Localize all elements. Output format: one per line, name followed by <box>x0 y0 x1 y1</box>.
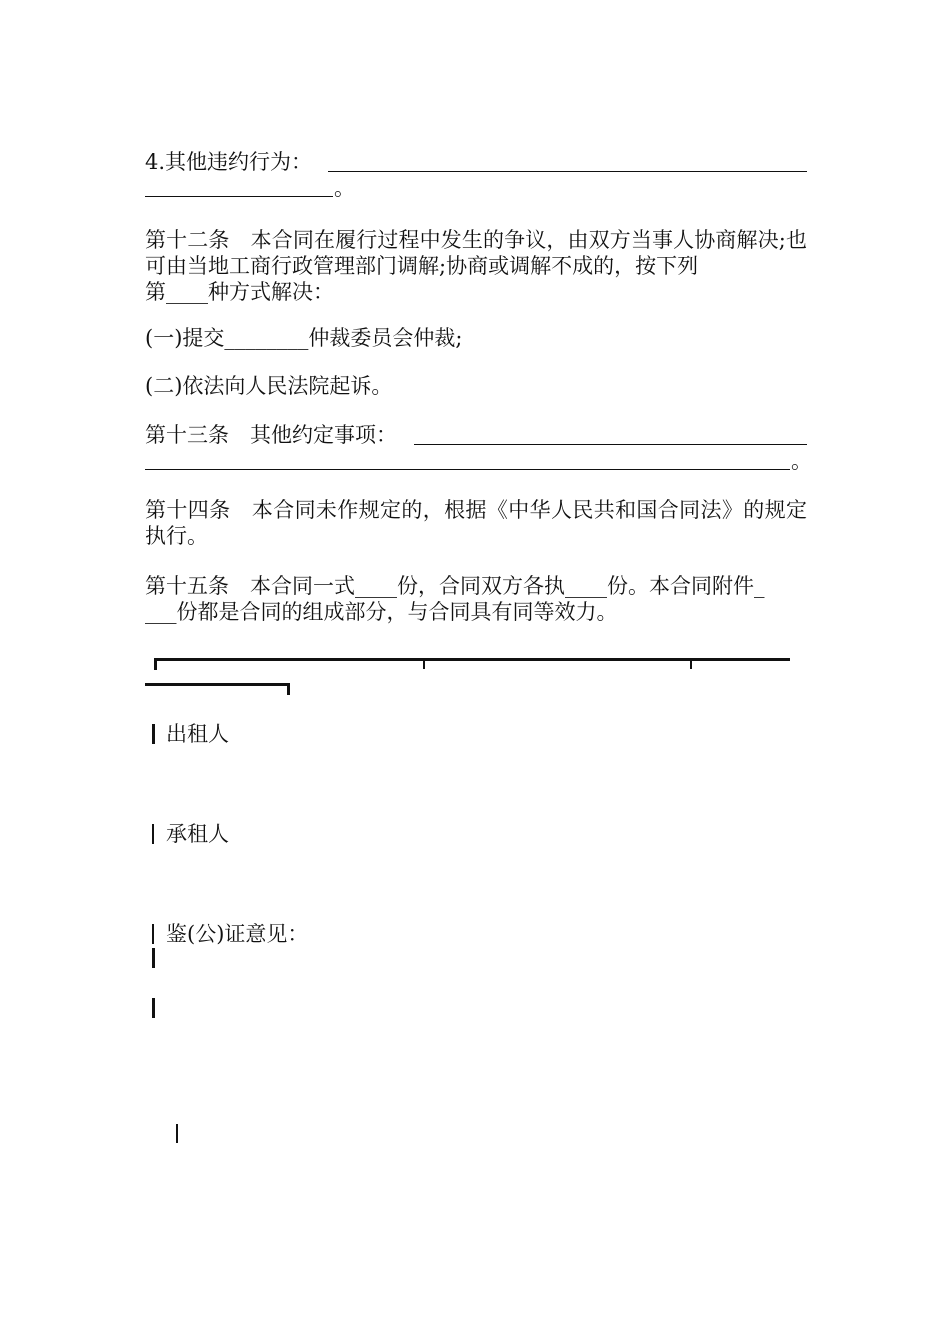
table-top-border <box>154 658 790 661</box>
item4-blank-line-2 <box>145 196 333 197</box>
article-13-end: 。 <box>791 449 812 473</box>
option-1 <box>145 325 462 351</box>
item4-label: 4.其他违约行为： <box>145 150 313 174</box>
option-1-a: (一)提交 <box>145 326 225 350</box>
table-bottom-segment <box>176 1124 178 1143</box>
article-13-blank-line-2 <box>145 469 790 470</box>
table-top-border-wrap <box>145 683 290 686</box>
article-13-label: 第十三条 其他约定事项： <box>145 423 397 447</box>
article-15-line-1: 第十五条 本合同一式____份，合同双方各执____份。本合同附件_ <box>145 574 765 598</box>
article-15-line-2: ___份都是合同的组成部分，与合同具有同等效力。 <box>145 600 618 624</box>
table-corner-right <box>287 683 290 695</box>
article-13-blank-line-1 <box>414 444 807 445</box>
lessor-label: 出租人 <box>166 722 229 746</box>
notary-label: 鉴(公)证意见： <box>166 922 309 946</box>
notary-border-segment-1 <box>152 948 155 968</box>
lessor-cell-border <box>152 724 155 744</box>
article-12-text: 第十二条 本合同在履行过程中发生的争议，由双方当事人协商解决;也可由当地工商行政管理部门调解;协商或调解不成的，按下列 <box>145 228 807 278</box>
item4-blank-line-1 <box>328 171 807 172</box>
article-12-tail-a: 第 <box>145 280 166 304</box>
table-divider-tick-1 <box>423 660 425 669</box>
lessee-label: 承租人 <box>166 822 229 846</box>
article-12-tail <box>145 279 334 305</box>
table-corner-left <box>154 658 157 670</box>
lessee-cell-border <box>152 824 154 844</box>
article-12-tail-b: 种方式解决： <box>208 280 334 304</box>
notary-cell-border <box>152 924 154 944</box>
item4-end: 。 <box>334 176 355 200</box>
table-divider-tick-2 <box>690 660 692 669</box>
option-1-b: 仲裁委员会仲裁; <box>308 326 463 350</box>
article-12-blank: ____ <box>166 280 208 304</box>
notary-border-segment-2 <box>152 998 155 1018</box>
option-2: (二)依法向人民法院起诉。 <box>145 374 393 398</box>
option-1-blank: ________ <box>224 326 309 350</box>
article-14-text: 第十四条 本合同未作规定的，根据《中华人民共和国合同法》的规定执行。 <box>145 498 807 548</box>
